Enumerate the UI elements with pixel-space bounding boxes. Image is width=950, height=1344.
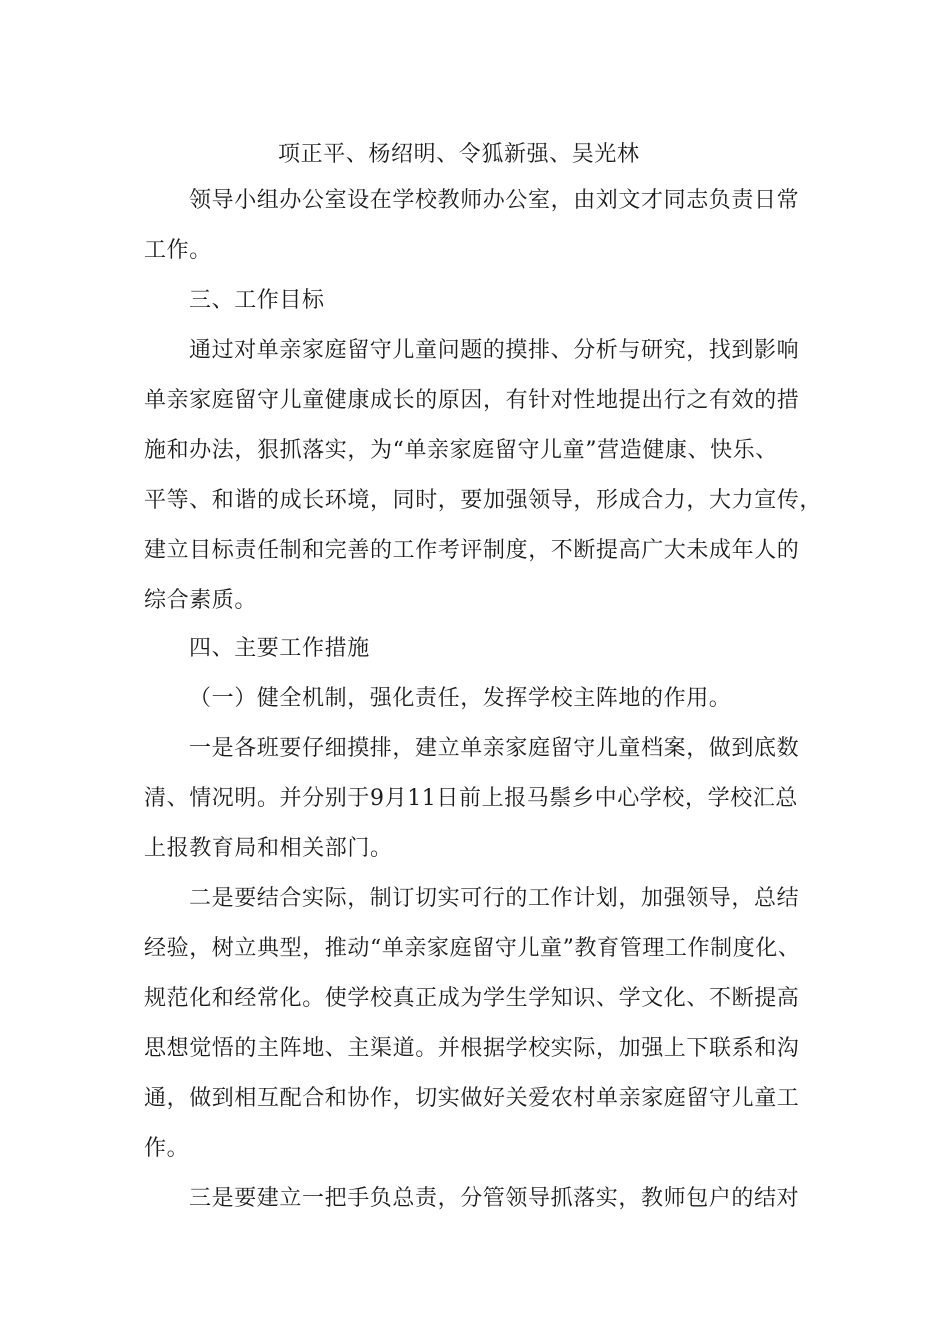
section-heading-measures: 四、主要工作措施 [189,636,370,661]
paragraph-goals-line-2: 单亲家庭留守儿童健康成长的原因，有针对性地提出行之有效的措 [144,388,800,413]
paragraph-second-line-3: 规范化和经常化。使学校真正成为学生学知识、学文化、不断提高 [144,986,800,1011]
section-heading-goals: 三、工作目标 [189,288,325,313]
paragraph-goals-line-3: 施和办法，狠抓落实，为“单亲家庭留守儿童”营造健康、快乐、 [144,438,778,463]
paragraph-second-line-4: 思想觉悟的主阵地、主渠道。并根据学校实际，加强上下联系和沟 [144,1036,800,1061]
paragraph-goals-line-1: 通过对单亲家庭留守儿童问题的摸排、分析与研究，找到影响 [189,338,800,363]
member-names-line: 项正平、杨绍明、令狐新强、吴光林 [278,142,640,167]
paragraph-goals-line-4: 平等、和谐的成长环境，同时，要加强领导，形成合力，大力宣传， [144,488,823,513]
paragraph-first-line-1: 一是各班要仔细摸排，建立单亲家庭留守儿童档案，做到底数 [189,736,800,761]
paragraph-second-line-1: 二是要结合实际，制订切实可行的工作计划，加强领导，总结 [189,886,800,911]
paragraph-first-line-3: 上报教育局和相关部门。 [144,836,393,861]
subsection-heading-1: （一）健全机制，强化责任，发挥学校主阵地的作用。 [189,686,732,711]
paragraph-second-line-5: 通，做到相互配合和协作，切实做好关爱农村单亲家庭留守儿童工 [144,1086,800,1111]
paragraph-second-line-6: 作。 [144,1136,190,1161]
paragraph-office-line-1: 领导小组办公室设在学校教师办公室，由刘文才同志负责日常 [189,188,800,213]
paragraph-goals-line-5: 建立目标责任制和完善的工作考评制度，不断提高广大未成年人的 [144,538,800,563]
paragraph-goals-line-6: 综合素质。 [144,588,258,613]
paragraph-first-line-2: 清、情况明。并分别于9月11日前上报马鬃乡中心学校，学校汇总 [144,786,798,811]
paragraph-second-line-2: 经验，树立典型，推动“单亲家庭留守儿童”教育管理工作制度化、 [144,936,801,961]
paragraph-third-line-1: 三是要建立一把手负总责，分管领导抓落实，教师包户的结对 [189,1186,800,1211]
paragraph-office-line-2: 工作。 [144,238,212,263]
